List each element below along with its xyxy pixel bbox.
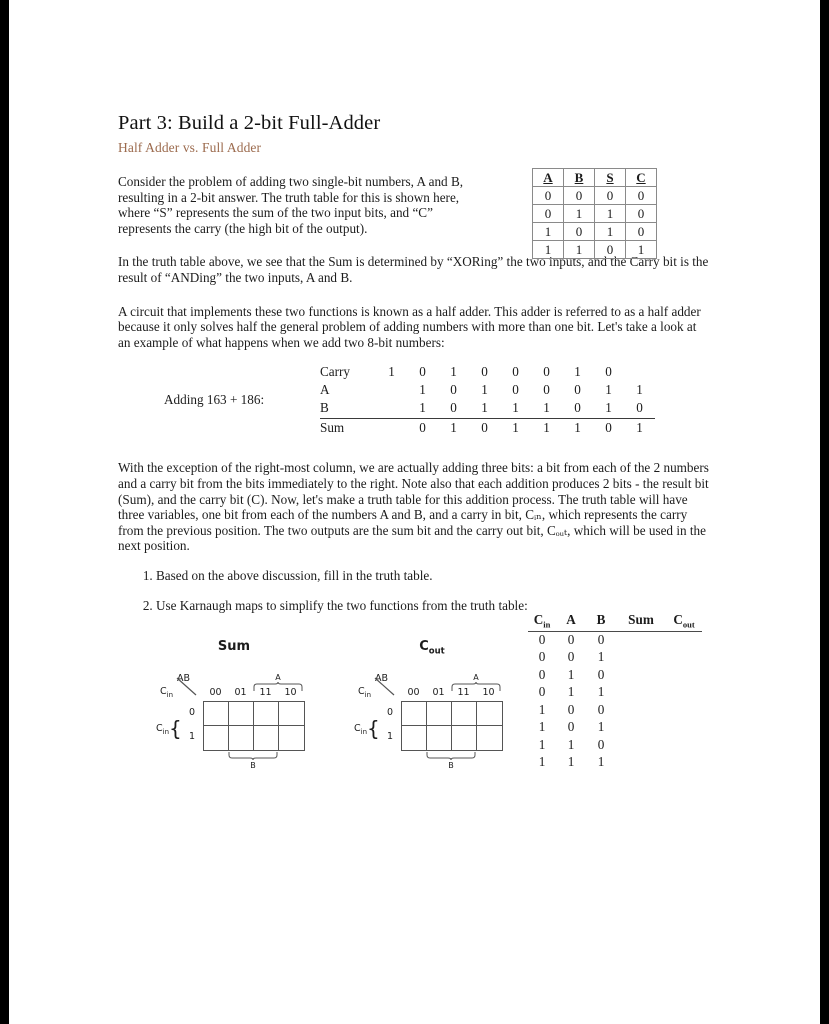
kmap-cell[interactable]	[204, 702, 229, 726]
cell-b: 1	[597, 649, 605, 665]
full-adder-header-row	[528, 612, 702, 632]
kmap-a-label: A	[275, 672, 281, 682]
cell-b: 1	[597, 684, 605, 700]
kmap-title-main: Sum	[217, 639, 251, 655]
sum-bit-6: 1	[574, 420, 581, 436]
carry-bit-2: 1	[450, 364, 457, 380]
kmap-col-header-11: 11	[259, 686, 272, 698]
table-row	[528, 667, 702, 685]
sum-bit-3: 0	[481, 420, 488, 436]
table-row	[528, 649, 702, 667]
cell-s: 1	[595, 205, 626, 223]
cell-s: 0	[595, 241, 626, 259]
column-header-b: B	[596, 612, 606, 627]
page-title: Part 3: Build a 2-bit Full-Adder	[118, 112, 381, 134]
cell-sum[interactable]	[616, 754, 666, 772]
cell-cout[interactable]	[666, 754, 702, 772]
kmap-col-header-10: 10	[284, 686, 297, 698]
cell-a: 0	[533, 205, 564, 223]
addition-row-b	[320, 400, 655, 418]
kmap-title-main: C	[419, 639, 429, 655]
kmap-corner-label-cin: $C_{in}$	[160, 685, 174, 699]
cell-cin: 1	[538, 719, 546, 735]
carry-bit-5: 0	[543, 364, 550, 380]
column-header-b: B	[564, 169, 595, 187]
cell-cin: 1	[538, 701, 546, 717]
sum-bit-7: 0	[605, 420, 612, 436]
kmap-b-group-sum	[228, 751, 278, 770]
a-bit-5: 0	[543, 382, 550, 398]
table-row	[533, 187, 657, 205]
a-bit-7: 1	[605, 382, 612, 398]
kmap-a-label: A	[473, 672, 479, 682]
cell-sum[interactable]	[616, 702, 666, 720]
row-label-a: A	[320, 382, 330, 398]
kmap-col-header-00: 00	[407, 686, 420, 698]
sum-bit-8: 1	[636, 420, 643, 436]
b-bit-4: 1	[512, 400, 519, 416]
addition-example	[118, 364, 710, 444]
b-bit-7: 1	[605, 400, 612, 416]
column-header-s: S	[595, 169, 626, 187]
cell-a: 1	[533, 223, 564, 241]
kmap-title-sum	[148, 639, 320, 657]
page-subtitle: Half Adder vs. Full Adder	[118, 140, 262, 155]
left-brace-icon: {	[169, 716, 182, 741]
cell-cout[interactable]	[666, 649, 702, 667]
cell-s: 0	[595, 187, 626, 205]
kmap-col-header-11: 11	[457, 686, 470, 698]
task-item-2: 2. Use Karnaugh maps to simplify the two functions from the truth table:	[156, 598, 546, 614]
column-header-sum: Sum	[628, 612, 654, 627]
kmap-cell[interactable]	[427, 726, 452, 750]
kmap-corner-label-ab: AB	[177, 672, 191, 684]
kmap-row-header-0: 0	[188, 707, 196, 719]
table-row	[528, 702, 702, 720]
paragraph-three-bits: With the exception of the right-most column, we are actually adding three bits: a bit from each of the 2 numbers and a carry bit from the bits immediately to the right. Note also that each addition produces 2 bits - the result bit (Sum), and the carry bit (C). Now, let's make a truth table for this addition process. The truth table will have three variables, one bit from each of the numbers A and B, and a carry in bit, Cᵢₙ, which represents the carry from the previous position. The two outputs are the sum bit and the carry out bit, Cₒᵤₜ, which will be used in the next position.	[118, 460, 709, 554]
a-brace-icon	[451, 682, 501, 692]
cell-cin: 0	[538, 631, 546, 647]
cell-b: 0	[597, 701, 605, 717]
paragraph-half-adder: A circuit that implements these two functions is known as a half adder. This adder is referred to as a half adder because it only solves half the general problem of adding numbers with more than one bit. Let's take a look at an example of what happens when we add two 8-bit numbers:	[118, 303, 701, 350]
a-bit-1: 1	[419, 382, 426, 398]
kmap-cell[interactable]	[254, 726, 279, 750]
column-header-a: A	[566, 612, 576, 627]
cell-sum[interactable]	[616, 719, 666, 737]
column-header-a: A	[533, 169, 564, 187]
kmap-cell[interactable]	[452, 702, 477, 726]
addition-row-sum	[320, 418, 655, 439]
cell-a: 0	[567, 649, 575, 665]
kmap-row-header-1: 1	[386, 731, 394, 743]
kmap-col-header-10: 10	[482, 686, 495, 698]
carry-bit-7: 0	[605, 364, 612, 380]
paragraph-xor-and: In the truth table above, we see that the Sum is determined by “XORing” the two inputs, and the Carry bit is the result of “ANDing” the two inputs, A and B.	[118, 254, 709, 285]
table-row	[533, 223, 657, 241]
cell-b: 1	[597, 719, 605, 735]
table-row	[528, 737, 702, 755]
full-adder-truth-table	[528, 612, 702, 772]
b-bit-2: 0	[450, 400, 457, 416]
kmap-row-header-0: 0	[386, 707, 394, 719]
cell-b: 0	[564, 223, 595, 241]
addition-row-carry	[320, 364, 655, 382]
b-bit-8: 0	[636, 400, 643, 416]
kmap-a-group-cout	[451, 673, 501, 692]
a-bit-4: 0	[512, 382, 519, 398]
cell-sum[interactable]	[616, 632, 666, 650]
cell-s: 1	[595, 223, 626, 241]
intro-paragraph: Consider the problem of adding two single-bit numbers, A and B, resulting in a 2-bit answer. The truth table for this is shown here, where “S” represents the sum of the two input bits, and “C” represents the carry (the high bit of the output).	[118, 174, 464, 236]
cell-a: 0	[567, 701, 575, 717]
cell-a: 1	[567, 666, 575, 682]
b-bit-1: 1	[419, 400, 426, 416]
cell-sum[interactable]	[616, 649, 666, 667]
cell-cin: 0	[538, 684, 546, 700]
a-bit-3: 1	[481, 382, 488, 398]
cell-b: 1	[597, 754, 605, 770]
kmap-corner-diagonal-icon	[176, 677, 202, 697]
sum-bit-5: 1	[543, 420, 550, 436]
kmap-corner-diagonal-icon	[374, 677, 400, 697]
kmap-grid-sum[interactable]	[203, 701, 305, 751]
kmap-col-header-00: 00	[209, 686, 222, 698]
cell-b: 0	[597, 736, 605, 752]
left-brace-icon: {	[367, 716, 380, 741]
cell-cin: 1	[538, 736, 546, 752]
b-bit-3: 1	[481, 400, 488, 416]
cell-cout[interactable]	[666, 684, 702, 702]
row-label-sum: Sum	[320, 420, 345, 436]
half-adder-truth-table	[532, 168, 657, 259]
sum-bit-2: 1	[450, 420, 457, 436]
kmap-cell[interactable]	[229, 702, 254, 726]
cell-a: 1	[567, 684, 575, 700]
kmap-cell[interactable]	[254, 702, 279, 726]
kmap-col-header-01: 01	[234, 686, 247, 698]
cell-b: 0	[597, 631, 605, 647]
cell-sum[interactable]	[616, 684, 666, 702]
addition-row-a	[320, 382, 655, 400]
b-bit-5: 1	[543, 400, 550, 416]
kmap-row-header-1: 1	[188, 731, 196, 743]
cell-cout[interactable]	[666, 719, 702, 737]
kmap-corner-label-ab: AB	[375, 672, 389, 684]
kmap-title-sub: out	[428, 646, 445, 657]
kmap-cell[interactable]	[402, 702, 427, 726]
cell-a: 1	[567, 754, 575, 770]
carry-bit-3: 0	[481, 364, 488, 380]
kmap-cell[interactable]	[402, 726, 427, 750]
kmap-row-headers-cout	[384, 701, 396, 749]
kmap-cell[interactable]	[452, 726, 477, 750]
kmap-body-sum	[148, 671, 378, 781]
row-label-carry: Carry	[320, 364, 351, 380]
page-right-edge-bar	[820, 0, 829, 1024]
cell-cin: 0	[538, 649, 546, 665]
table-header-row	[533, 169, 657, 187]
kmap-cell[interactable]	[477, 726, 502, 750]
a-brace-icon	[253, 682, 303, 692]
document-content	[118, 112, 710, 799]
a-bit-6: 0	[574, 382, 581, 398]
kmap-cin-group-label-sum: $C_{in}${	[156, 716, 182, 741]
sum-bit-4: 1	[512, 420, 519, 436]
addition-label: Adding 163 + 186:	[164, 392, 265, 408]
cell-a: 1	[533, 241, 564, 259]
cell-a: 1	[567, 736, 575, 752]
kmap-row-headers-sum	[186, 701, 198, 749]
cell-c: 1	[626, 241, 657, 259]
column-header-c: C	[626, 169, 657, 187]
table-row	[528, 754, 702, 772]
carry-bit-1: 0	[419, 364, 426, 380]
sum-bit-1: 0	[419, 420, 426, 436]
cell-cout[interactable]	[666, 702, 702, 720]
cell-cout[interactable]	[666, 667, 702, 685]
cell-c: 0	[626, 205, 657, 223]
kmap-cin-group-label-cout: $C_{in}${	[354, 716, 380, 741]
cell-cout[interactable]	[666, 737, 702, 755]
cell-cin: 0	[538, 666, 546, 682]
column-header-cout: $C_{out}$	[673, 612, 695, 630]
kmap-cell[interactable]	[477, 702, 502, 726]
kmap-b-label: B	[448, 760, 454, 770]
kmap-cell[interactable]	[229, 726, 254, 750]
kmap-cell[interactable]	[427, 702, 452, 726]
kmap-title-cout	[346, 639, 518, 657]
page-left-edge-bar	[0, 0, 9, 1024]
addition-grid	[320, 364, 655, 439]
cell-b: 0	[597, 666, 605, 682]
b-brace-icon	[228, 751, 278, 761]
cell-a: 0	[567, 631, 575, 647]
table-row	[528, 632, 702, 650]
kmap-cell[interactable]	[279, 726, 304, 750]
kmap-cell[interactable]	[204, 726, 229, 750]
cell-b: 1	[564, 205, 595, 223]
cell-cin: 1	[538, 754, 546, 770]
cell-b: 1	[564, 241, 595, 259]
b-brace-icon	[426, 751, 476, 761]
carry-bit-6: 1	[574, 364, 581, 380]
karnaugh-map-sum	[148, 639, 378, 781]
kmap-b-label: B	[250, 760, 256, 770]
kmap-corner-label-cin: $C_{in}$	[358, 685, 372, 699]
cell-sum[interactable]	[616, 667, 666, 685]
kmap-b-group-cout	[426, 751, 476, 770]
cell-a: 0	[533, 187, 564, 205]
cell-b: 0	[564, 187, 595, 205]
kmap-cell[interactable]	[279, 702, 304, 726]
kmap-grid-cout[interactable]	[401, 701, 503, 751]
cell-c: 0	[626, 223, 657, 241]
column-header-cin: $C_{in}$	[533, 612, 551, 630]
kmap-col-header-01: 01	[432, 686, 445, 698]
intro-section	[118, 170, 710, 257]
kmap-a-group-sum	[253, 673, 303, 692]
table-row	[528, 684, 702, 702]
carry-bit-4: 0	[512, 364, 519, 380]
cell-sum[interactable]	[616, 737, 666, 755]
cell-c: 0	[626, 187, 657, 205]
task-item-1: 1. Based on the above discussion, fill in the truth table.	[156, 568, 546, 584]
table-row	[528, 719, 702, 737]
cell-cout[interactable]	[666, 632, 702, 650]
a-bit-2: 0	[450, 382, 457, 398]
b-bit-6: 0	[574, 400, 581, 416]
cell-a: 0	[567, 719, 575, 735]
table-row	[533, 205, 657, 223]
task-list	[118, 568, 546, 613]
carry-bit-0: 1	[388, 364, 395, 380]
row-label-b: B	[320, 400, 329, 416]
table-row	[533, 241, 657, 259]
a-bit-8: 1	[636, 382, 643, 398]
